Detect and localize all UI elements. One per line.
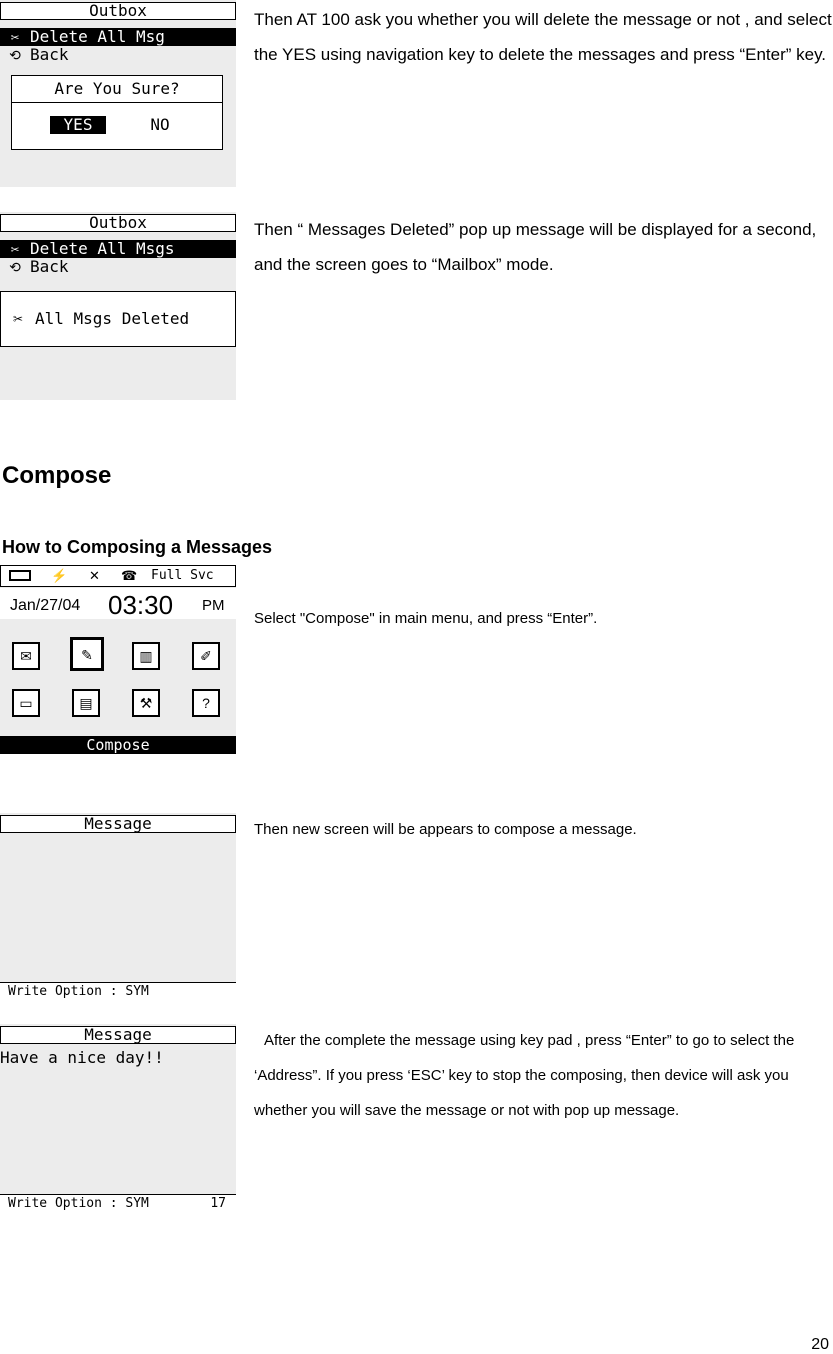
popup-question: Are You Sure? bbox=[12, 76, 222, 103]
back-icon: ⟲ bbox=[9, 48, 21, 64]
menu-item-label: Delete All Msg bbox=[30, 27, 165, 46]
back-icon: ⟲ bbox=[9, 260, 21, 276]
outbox-title: Outbox bbox=[0, 2, 236, 20]
ampm-display: PM bbox=[202, 597, 225, 614]
tools-icon[interactable]: ⚒ bbox=[132, 689, 160, 717]
outbox-title: Outbox bbox=[0, 214, 236, 232]
compose-icon[interactable]: ✎ bbox=[70, 637, 104, 671]
menu-item-back[interactable] bbox=[0, 258, 236, 276]
status-bar bbox=[0, 565, 236, 587]
memo-icon[interactable]: ✐ bbox=[192, 642, 220, 670]
popup-message: All Msgs Deleted bbox=[35, 309, 190, 328]
write-option-bar bbox=[0, 1194, 236, 1212]
section-heading: Compose bbox=[2, 462, 112, 489]
clock-panel bbox=[0, 588, 236, 619]
compose-empty-screen bbox=[0, 813, 236, 1000]
inbox-icon[interactable]: ✉ bbox=[12, 642, 40, 670]
menu-item-label: Delete All Msgs bbox=[30, 239, 175, 258]
service-status: Full Svc bbox=[151, 568, 214, 583]
menu-item-delete-all[interactable] bbox=[0, 28, 236, 46]
date-display: Jan/27/04 bbox=[10, 597, 81, 614]
instruction-text-3: Select "Compose" in main menu, and press “Enter”. bbox=[254, 610, 598, 627]
antenna-icon: ✕ bbox=[89, 568, 100, 583]
instruction-text-5: After the complete the message using key pad , press “Enter” to go to select the ‘Address”. If you press ‘ESC’ key to stop the composing, then device will ask you whether you will save the message or not with pop up message. bbox=[254, 1032, 795, 1119]
menu-item-back[interactable] bbox=[0, 46, 236, 64]
scissors-icon: ✂ bbox=[10, 242, 20, 258]
message-editor[interactable] bbox=[0, 833, 236, 982]
time-display: 03:30 bbox=[108, 590, 174, 620]
menu-item-delete-all[interactable] bbox=[0, 240, 236, 258]
instruction-text-2: Then “ Messages Deleted” pop up message will be displayed for a second, and the screen goes to “Mailbox” mode. bbox=[254, 220, 817, 274]
character-count: 17 bbox=[210, 1196, 226, 1211]
write-option-label: Write Option : SYM bbox=[8, 984, 149, 999]
folder-icon[interactable]: ▭ bbox=[12, 689, 40, 717]
help-icon[interactable]: ? bbox=[192, 689, 220, 717]
signal-icon: ⚡ bbox=[51, 568, 68, 583]
sub-heading: How to Composing a Messages bbox=[2, 537, 273, 557]
address-book-icon[interactable]: ▥ bbox=[132, 642, 160, 670]
selected-menu-label: Compose bbox=[0, 736, 236, 754]
phone-icon: ☎ bbox=[121, 568, 138, 583]
no-button[interactable]: NO bbox=[150, 115, 170, 134]
deleted-popup bbox=[0, 291, 236, 347]
confirm-popup bbox=[11, 75, 223, 150]
message-body[interactable]: Have a nice day!! bbox=[0, 1048, 164, 1067]
outbox-deleted-screen bbox=[0, 212, 236, 400]
yes-button[interactable]: YES bbox=[50, 116, 106, 134]
write-option-label: Write Option : SYM bbox=[8, 1196, 149, 1211]
outbox-confirm-screen bbox=[0, 0, 236, 187]
instruction-text-1: Then AT 100 ask you whether you will delete the message or not , and select the YES using navigation key to delete the messages and press “Enter” key. bbox=[254, 10, 832, 64]
instruction-text-4: Then new screen will be appears to compose a message. bbox=[254, 821, 637, 838]
main-menu-screen bbox=[0, 565, 236, 754]
menu-item-label: Back bbox=[30, 257, 69, 276]
scissors-icon: ✂ bbox=[13, 309, 23, 328]
message-title: Message bbox=[0, 1026, 236, 1044]
write-option-bar bbox=[0, 982, 236, 1000]
scissors-icon: ✂ bbox=[10, 30, 20, 46]
battery-icon bbox=[9, 570, 31, 581]
computer-icon[interactable]: ▤ bbox=[72, 689, 100, 717]
menu-item-label: Back bbox=[30, 45, 69, 64]
page-number: 20 bbox=[811, 1336, 829, 1353]
message-title: Message bbox=[0, 815, 236, 833]
compose-filled-screen bbox=[0, 1024, 236, 1212]
